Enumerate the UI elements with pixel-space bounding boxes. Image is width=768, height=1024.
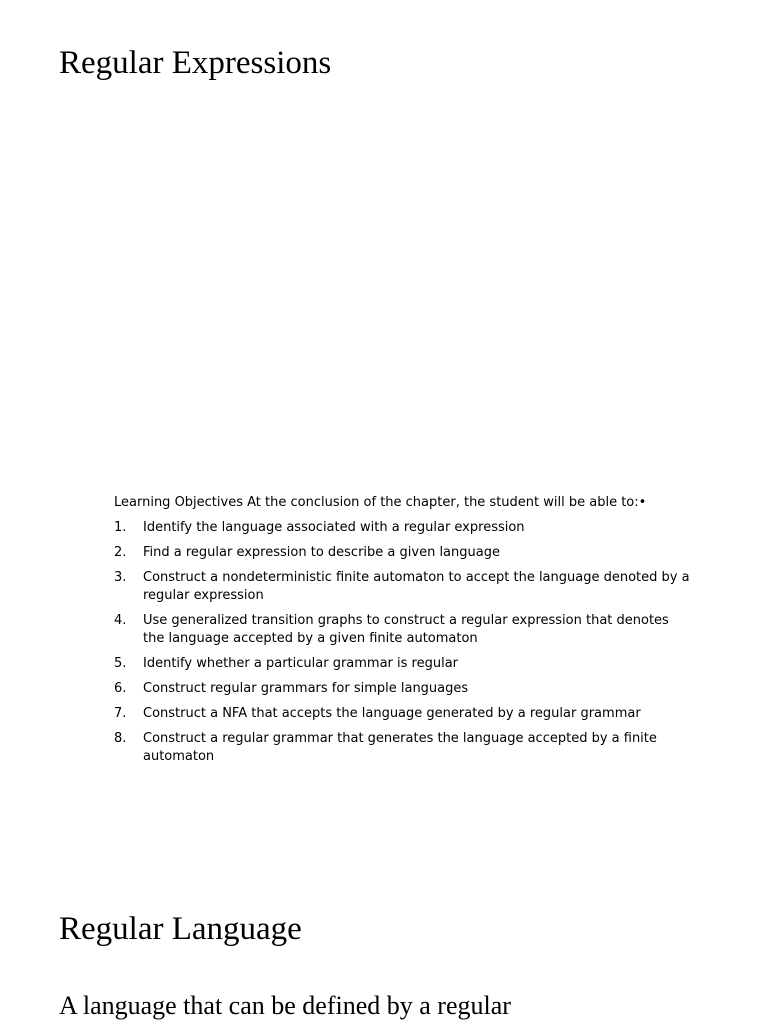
objectives-intro: Learning Objectives At the conclusion of the chapter, the student will be able to:• [114,495,647,510]
list-item-number: 4. [114,613,127,628]
list-item [114,680,694,698]
list-item-number: 6. [114,681,127,696]
list-item [114,655,694,673]
list-item-number: 3. [114,570,127,585]
section-heading: Regular Language [59,911,302,947]
list-item-number: 8. [114,731,127,746]
list-item-text: Construct a regular grammar that generates the language accepted by a finite automaton [143,731,657,764]
list-item [114,705,694,723]
list-item-text: Construct regular grammars for simple languages [143,681,469,696]
list-item [114,569,694,605]
section-body-text: A language that can be defined by a regular [59,991,511,1020]
list-item-text: Identify whether a particular grammar is regular [143,656,459,671]
list-item [114,544,694,562]
list-item-number: 2. [114,545,127,560]
list-item-text: Find a regular expression to describe a given language [143,545,500,560]
list-item-number: 7. [114,706,127,721]
list-item-text: Construct a NFA that accepts the language generated by a regular grammar [143,706,641,721]
page-title: Regular Expressions [59,45,332,81]
objectives-list [114,519,694,766]
list-item [114,730,694,766]
list-item [114,612,694,648]
list-item-number: 1. [114,520,127,535]
list-item-text: Use generalized transition graphs to construct a regular expression that denotes the language accepted by a given finite automaton [143,613,669,646]
list-item-text: Identify the language associated with a regular expression [143,520,525,535]
list-item-text: Construct a nondeterministic finite automaton to accept the language denoted by a regular expression [143,570,690,603]
list-item [114,519,694,537]
list-item-number: 5. [114,656,127,671]
learning-objectives [114,494,694,773]
